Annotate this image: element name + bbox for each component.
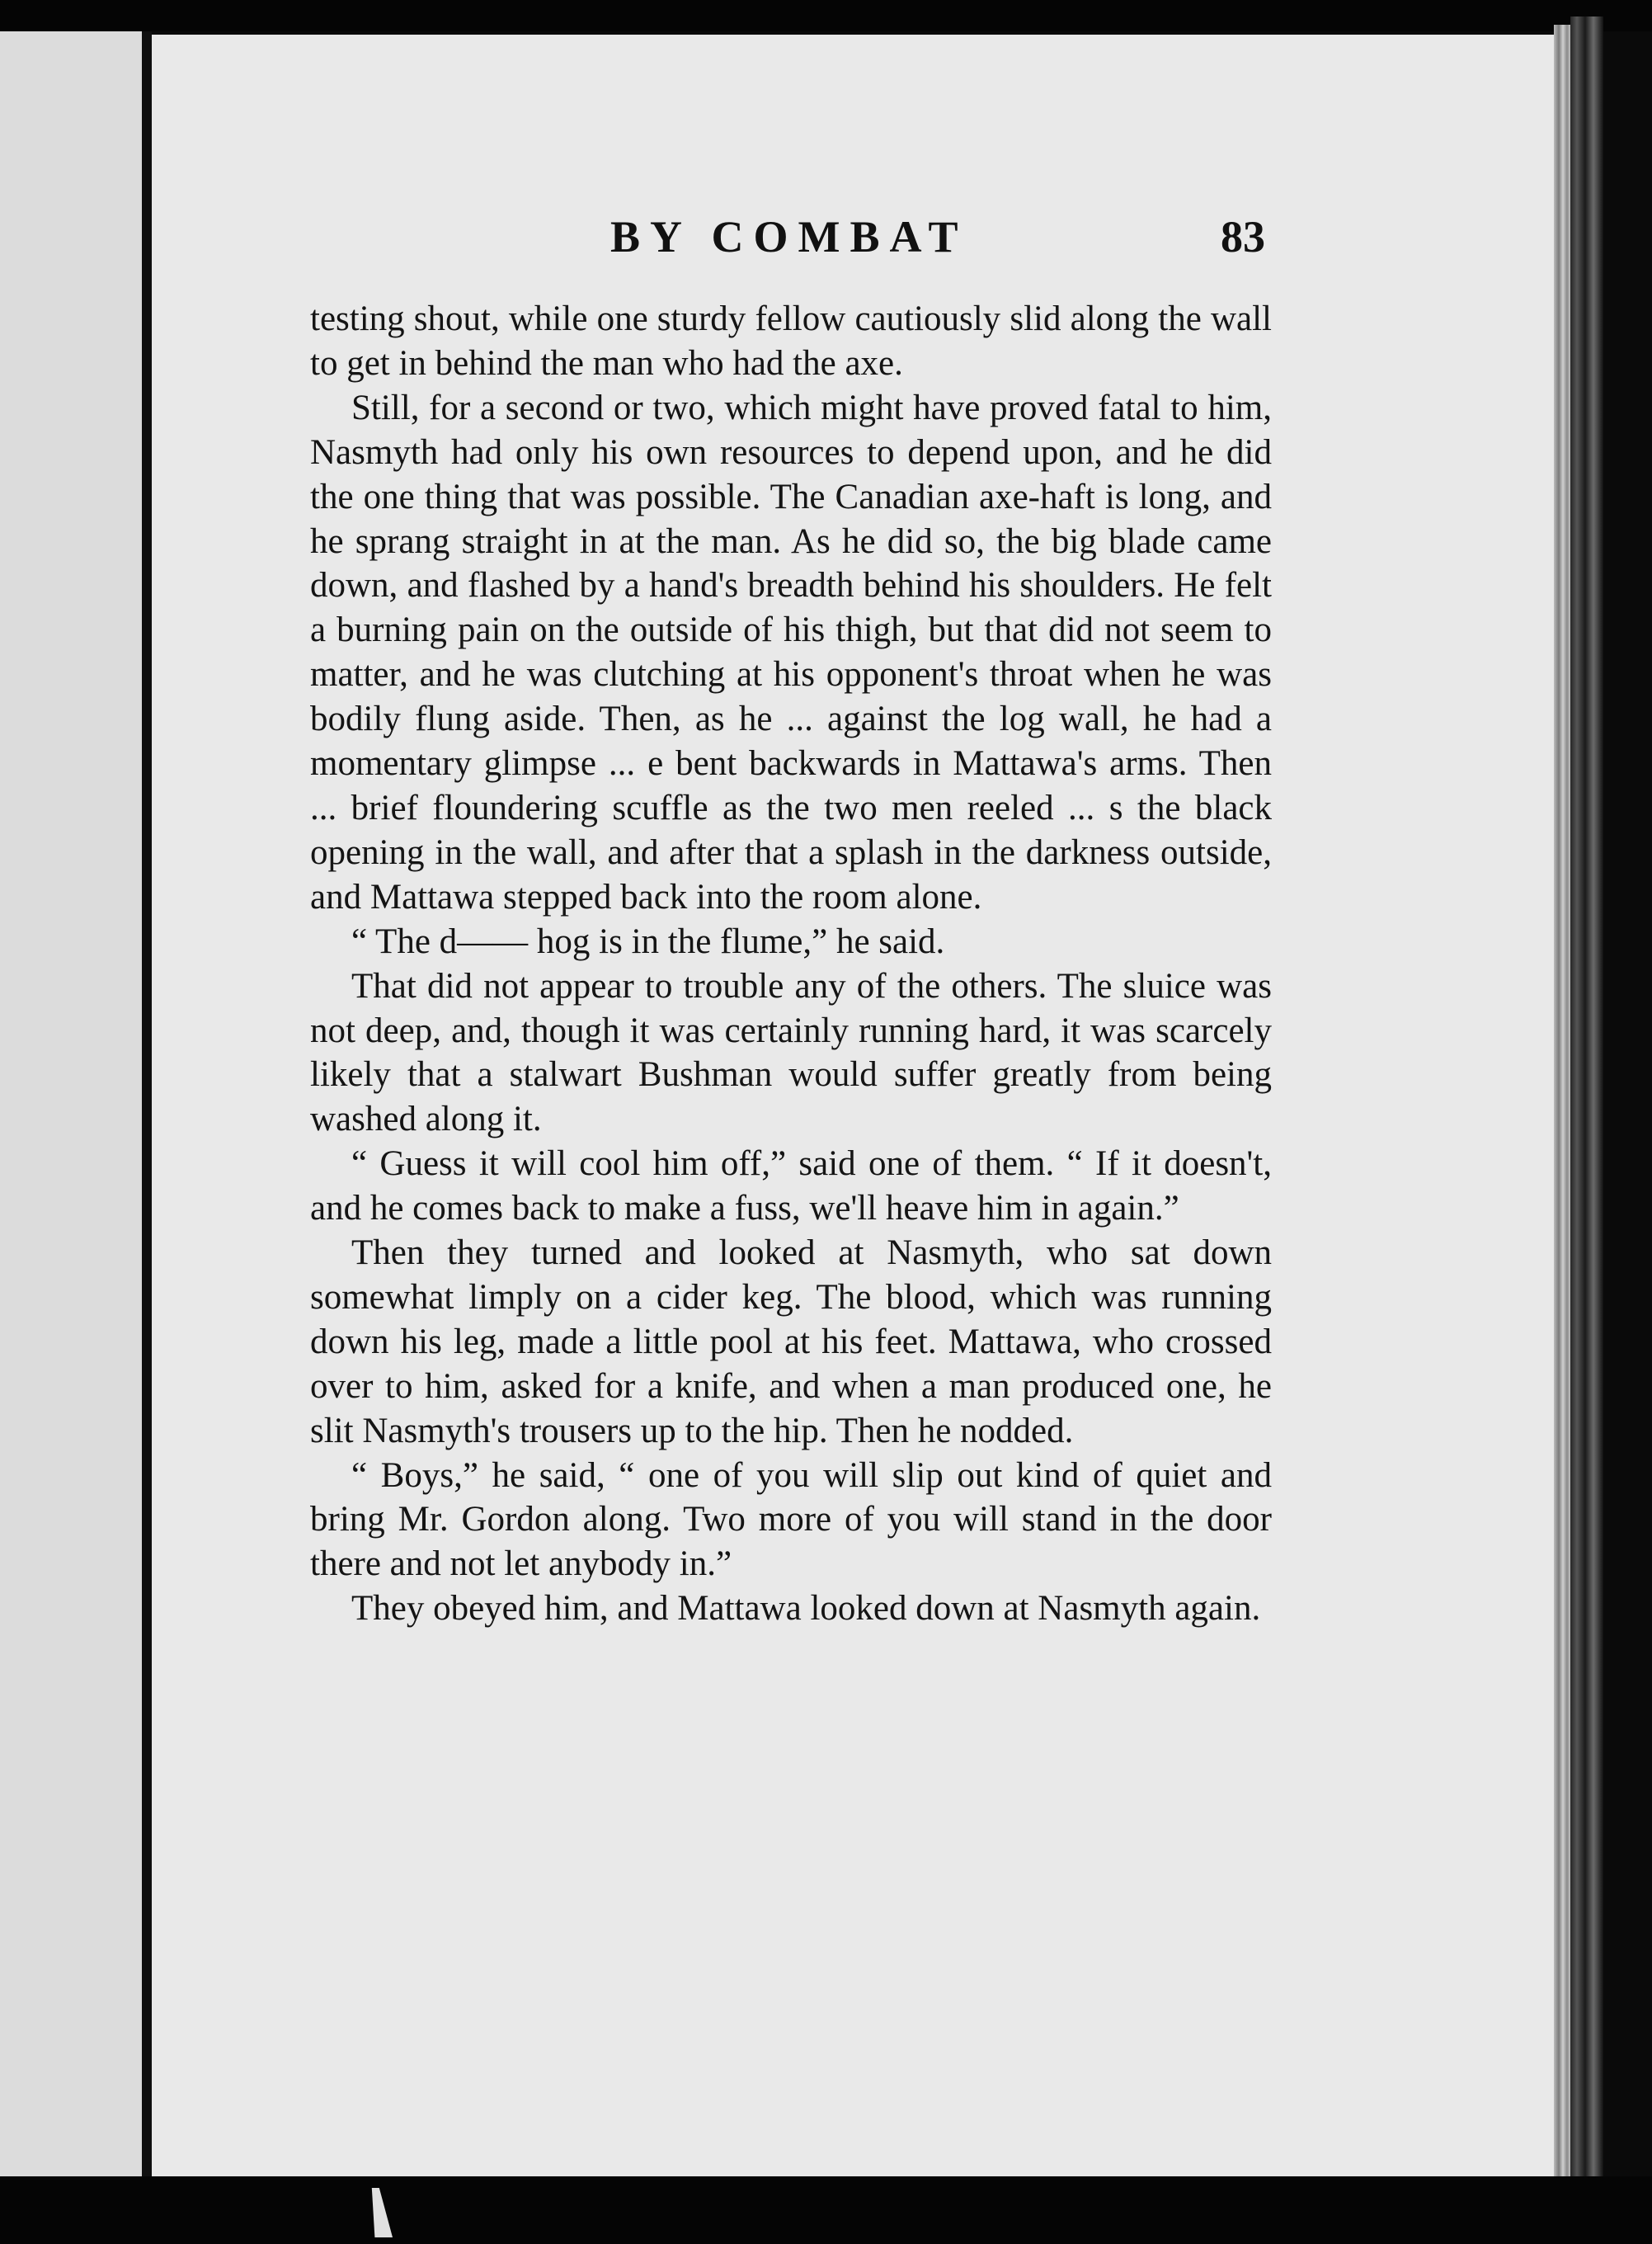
paragraph: Still, for a second or two, which might have proved fatal to him, Nasmyth had only his own resources to depend upon, and he did the one thing that was possible. The Canadian axe-haft is long, and he sprang straight in at the man. As he did so, the big blade came down, and flashed by a hand's breadth behind his shoulders. He felt a burning pain on the outside of his thigh, but that did not seem to matter, and he was clutching at his opponent's throat when he was bodily flung aside. Then, as he ... against the log wall, he had a momentary glimpse ... e bent backwards in Mattawa's arms. Then ... brief floundering scuffle as the two men reeled ... s the black opening in the wall, and after that a splash in the darkness outside, and Mattawa stepped back into the room alone.	[310, 388, 1272, 917]
paragraph: They obeyed him, and Mattawa looked down at Nasmyth again.	[351, 1589, 1261, 1629]
paragraph: “ Guess it will cool him off,” said one of them. “ If it doesn't, and he comes back to make a fuss, we'll heave him in again.”	[310, 1144, 1272, 1228]
running-head	[0, 211, 1652, 269]
scan-frame-top	[0, 0, 1652, 31]
paragraph: “ Boys,” he said, “ one of you will slip out kind of quiet and bring Mr. Gordon along. Two more of you will stand in the door there and not let anybody in.”	[310, 1455, 1272, 1584]
paragraph: Then they turned and looked at Nasmyth, who sat down somewhat limply on a cider keg. The blood, which was running down his leg, made a little pool at his feet. Mattawa, who crossed over to him, asked for a knife, and when a man produced one, he slit Nasmyth's trousers up to the hip. Then he nodded.	[310, 1233, 1272, 1450]
book-gutter	[142, 31, 152, 2176]
book-cover-edge	[1570, 16, 1603, 2194]
paragraph: testing shout, while one sturdy fellow cautiously slid along the wall to get in behind the man who had the axe.	[310, 299, 1272, 383]
facing-page-edge	[0, 31, 142, 2176]
page-edges-right	[1554, 25, 1570, 2186]
scan-frame-bottom	[0, 2176, 1652, 2244]
paragraph: “ The d—— hog is in the flume,” he said.	[351, 922, 945, 961]
body-text	[310, 297, 1272, 1631]
running-title: BY COMBAT	[610, 212, 968, 262]
page-number: 83	[1221, 212, 1265, 262]
paragraph: That did not appear to trouble any of the others. The sluice was not deep, and, though it was certainly running hard, it was scarcely likely that a stalwart Bushman would suffer greatly from being washed along it.	[310, 966, 1272, 1139]
